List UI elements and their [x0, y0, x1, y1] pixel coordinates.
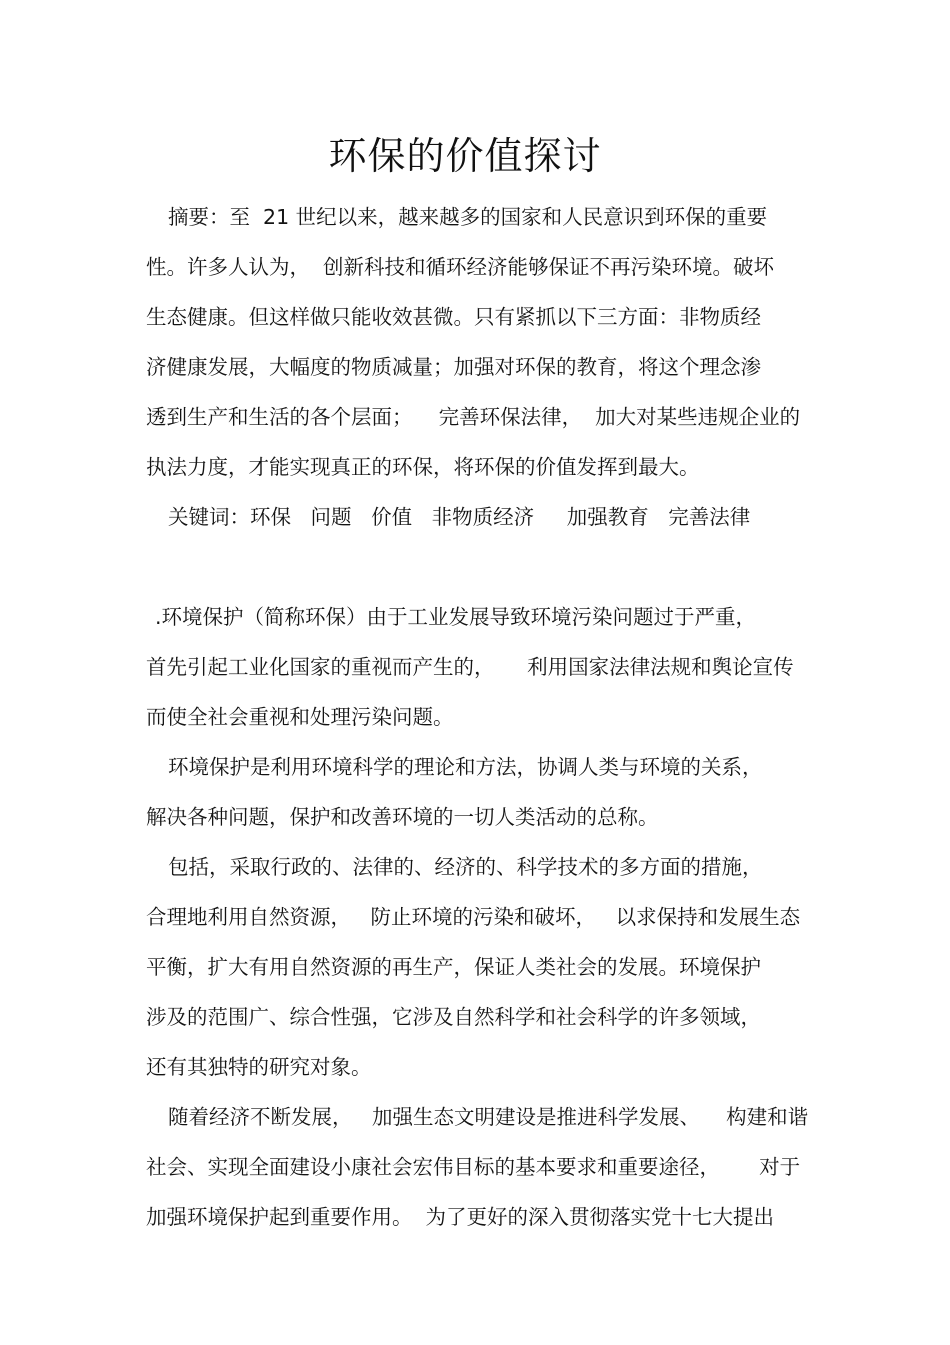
- abstract-line: 生态健康。但这样做只能收效甚微。只有紧抓以下三方面：非物质经: [146, 305, 761, 329]
- body-line: 而使全社会重视和处理污染问题。: [146, 705, 454, 729]
- body-line: 社会、实现全面建设小康社会宏伟目标的基本要求和重要途径， 对于: [146, 1155, 801, 1179]
- keywords-line: 关键词：环保 问题 价值 非物质经济 加强教育 完善法律: [168, 505, 751, 529]
- body-line: 加强环境保护起到重要作用。 为了更好的深入贯彻落实党十七大提出: [146, 1205, 775, 1229]
- document-title: 环保的价值探讨: [328, 134, 602, 178]
- body-line: 环境保护是利用环境科学的理论和方法，协调人类与环境的关系，: [168, 755, 763, 779]
- body-line: 还有其独特的研究对象。: [146, 1055, 372, 1079]
- body-line: 平衡，扩大有用自然资源的再生产，保证人类社会的发展。环境保护: [146, 955, 761, 979]
- body-line: 包括，采取行政的、法律的、经济的、科学技术的多方面的措施，: [168, 855, 763, 879]
- abstract-line: 摘要：至 21 世纪以来，越来越多的国家和人民意识到环保的重要: [168, 205, 768, 229]
- abstract-line: 执法力度，才能实现真正的环保，将环保的价值发挥到最大。: [146, 455, 700, 479]
- body-line: 随着经济不断发展， 加强生态文明建设是推进科学发展、 构建和谐: [168, 1105, 809, 1129]
- abstract-line: 透到生产和生活的各个层面； 完善环保法律， 加大对某些违规企业的: [146, 405, 801, 429]
- abstract-line: 性。许多人认为， 创新科技和循环经济能够保证不再污染环境。破坏: [146, 255, 775, 279]
- body-line: 合理地利用自然资源， 防止环境的污染和破坏， 以求保持和发展生态: [146, 905, 801, 929]
- body-line: .环境保护（简称环保）由于工业发展导致环境污染问题过于严重，: [155, 605, 757, 629]
- abstract-line: 济健康发展，大幅度的物质减量；加强对环保的教育，将这个理念渗: [146, 355, 761, 379]
- body-line: 解决各种问题，保护和改善环境的一切人类活动的总称。: [146, 805, 659, 829]
- body-line: 首先引起工业化国家的重视而产生的， 利用国家法律法规和舆论宣传: [146, 655, 794, 679]
- body-line: 涉及的范围广、综合性强，它涉及自然科学和社会科学的许多领域，: [146, 1005, 761, 1029]
